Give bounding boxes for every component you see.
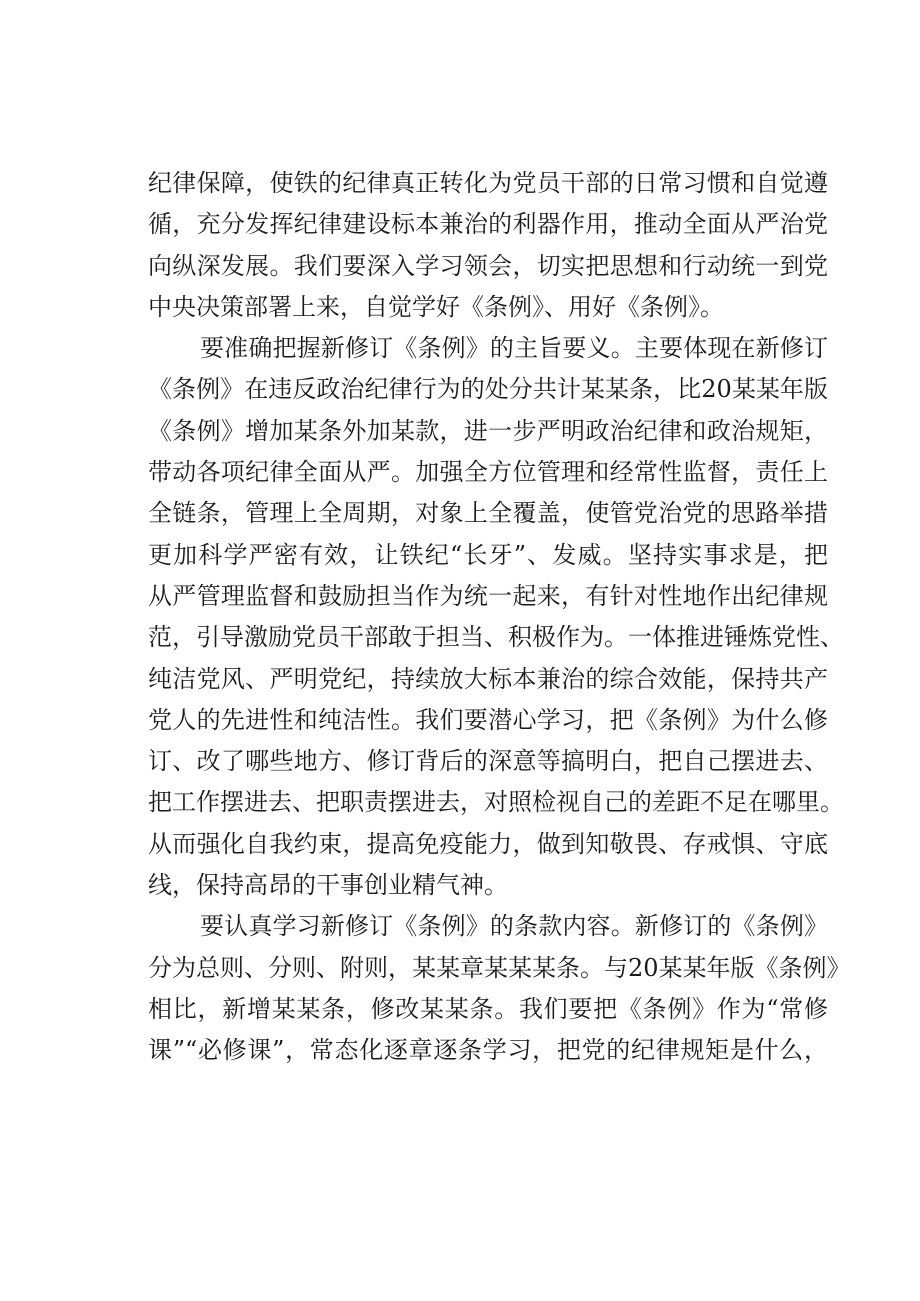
paragraph-1 (148, 163, 828, 328)
text-line: 要认真学习新修订《条例》的条款内容。新修订的《条例》 (200, 912, 828, 941)
text-line: 订、改了哪些地方、修订背后的深意等搞明白，把自己摆进去、 (148, 747, 828, 776)
text-line: 循，充分发挥纪律建设标本兼治的利器作用，推动全面从严治党 (148, 210, 828, 239)
text-line: 《条例》增加某条外加某款，进一步严明政治纪律和政治规矩， (148, 416, 828, 445)
text-line: 更加科学严密有效，让铁纪“长牙”、发威。坚持实事求是，把 (148, 540, 828, 569)
text-line: 从而强化自我约束，提高免疫能力，做到知敬畏、存戒惧、守底 (148, 829, 828, 858)
text-line: 全链条，管理上全周期，对象上全覆盖，使管党治党的思路举措 (148, 499, 828, 528)
text-line: 范，引导激励党员干部敢于担当、积极作为。一体推进锤炼党性、 (148, 623, 844, 652)
text-line: 从严管理监督和鼓励担当作为统一起来，有针对性地作出纪律规 (148, 581, 828, 610)
text-line: 带动各项纪律全面从严。加强全方位管理和经常性监督，责任上 (148, 458, 828, 487)
text-line: 分为总则、分则、附则，某某章某某某条。与20某某年版《条例》 (148, 953, 851, 982)
text-line: 党人的先进性和纯洁性。我们要潜心学习，把《条例》为什么修 (148, 705, 828, 734)
document-body (148, 163, 851, 1072)
paragraph-3 (148, 906, 851, 1071)
text-line: 课”“必修课”，常态化逐章逐条学习，把党的纪律规矩是什么， (148, 1036, 828, 1065)
text-line: 向纵深发展。我们要深入学习领会，切实把思想和行动统一到党 (148, 251, 828, 280)
paragraph-2 (148, 328, 844, 906)
text-line: 线，保持高昂的干事创业精气神。 (148, 871, 508, 900)
text-line: 纯洁党风、严明党纪，持续放大标本兼治的综合效能，保持共产 (148, 664, 828, 693)
text-line: 《条例》在违反政治纪律行为的处分共计某某条，比20某某年版 (148, 375, 828, 404)
text-line: 把工作摆进去、把职责摆进去，对照检视自己的差距不足在哪里。 (148, 788, 844, 817)
text-line: 纪律保障，使铁的纪律真正转化为党员干部的日常习惯和自觉遵 (148, 169, 828, 197)
text-line: 要准确把握新修订《条例》的主旨要义。主要体现在新修订 (200, 334, 828, 363)
text-line: 相比，新增某某条，修改某某条。我们要把《条例》作为“常修 (148, 994, 828, 1023)
text-line: 中央决策部署上来，自觉学好《条例》、用好《条例》。 (148, 292, 724, 321)
